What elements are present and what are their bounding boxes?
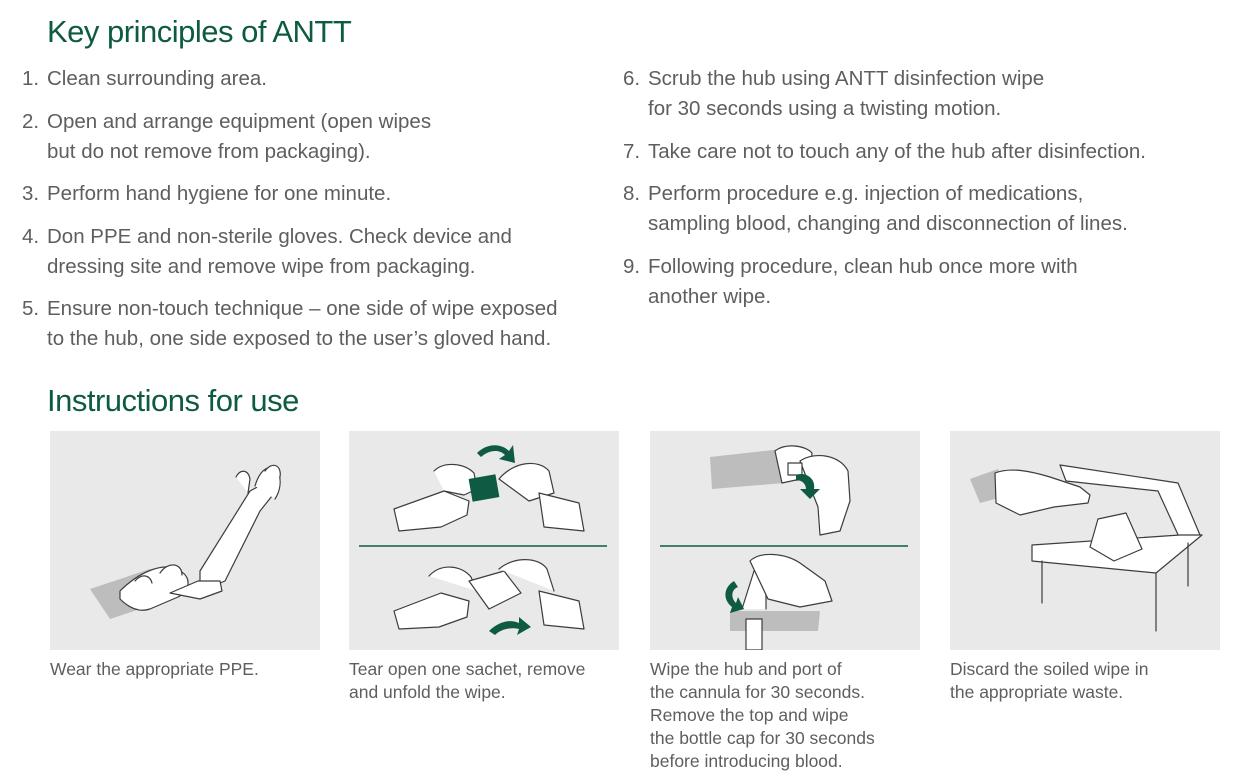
step-number: 3. (22, 182, 40, 205)
principles-list-right (623, 64, 1223, 324)
principle-step-8 (623, 179, 1223, 239)
step-text: Ensure non-touch technique – one side of wipe exposed to the hub, one side exposed to the user’s gloved hand. (47, 297, 558, 350)
instruction-card-hub (650, 431, 920, 773)
step-text: Open and arrange equipment (open wipes but do not remove from packaging). (47, 109, 432, 163)
principles-list-left (22, 64, 612, 367)
principle-step-4 (22, 222, 612, 282)
tear-sachet-illustration-icon (349, 431, 619, 650)
discard-wipe-illustration-panel (950, 431, 1220, 650)
principle-step-7 (623, 137, 1223, 167)
tear-sachet-illustration-panel (349, 431, 619, 650)
step-text: Perform procedure e.g. injection of medications, sampling blood, changing and disconnection of lines. (648, 182, 1128, 235)
principle-step-5 (22, 294, 612, 354)
instruction-card-discard (950, 431, 1220, 704)
step-number: 9. (623, 254, 641, 278)
principle-step-6 (623, 64, 1223, 124)
principle-step-1 (22, 64, 612, 94)
instruction-card-sachet (349, 431, 619, 704)
step-text: Perform hand hygiene for one minute. (47, 182, 392, 205)
wipe-hub-illustration-panel (650, 431, 920, 650)
card-caption: Wear the appropriate PPE. (50, 659, 259, 679)
instruction-card-ppe (50, 431, 320, 681)
instructions-title: Instructions for use (47, 383, 299, 418)
step-text: Scrub the hub using ANTT disinfection wipe for 30 seconds using a twisting motion. (648, 67, 1045, 120)
step-text: Don PPE and non-sterile gloves. Check device and dressing site and remove wipe from packaging. (47, 224, 512, 278)
card-caption: Discard the soiled wipe in the appropriate waste. (950, 659, 1149, 702)
glove-donning-illustration-panel (50, 431, 320, 650)
step-number: 8. (623, 182, 641, 205)
principles-title: Key principles of ANTT (47, 14, 352, 49)
principle-step-3 (22, 179, 612, 209)
step-number: 5. (22, 297, 40, 320)
step-number: 7. (623, 139, 641, 163)
card-caption: Tear open one sachet, remove and unfold the wipe. (349, 659, 586, 702)
card-caption: Wipe the hub and port of the cannula for 30 seconds. Remove the top and wipe the bottle cap for 30 seconds before introducing blood. (650, 659, 875, 771)
step-text: Following procedure, clean hub once more with another wipe. (648, 254, 1078, 308)
step-text: Take care not to touch any of the hub after disinfection. (648, 139, 1147, 163)
principle-step-2 (22, 107, 612, 167)
step-number: 4. (22, 224, 40, 248)
step-number: 1. (22, 67, 40, 90)
step-number: 6. (623, 67, 641, 90)
step-number: 2. (22, 109, 40, 133)
principle-step-9 (623, 252, 1223, 312)
wipe-hub-illustration-icon (650, 431, 920, 650)
discard-wipe-illustration-icon (950, 431, 1220, 650)
step-text: Clean surrounding area. (47, 67, 267, 90)
glove-donning-illustration-icon (50, 431, 320, 650)
